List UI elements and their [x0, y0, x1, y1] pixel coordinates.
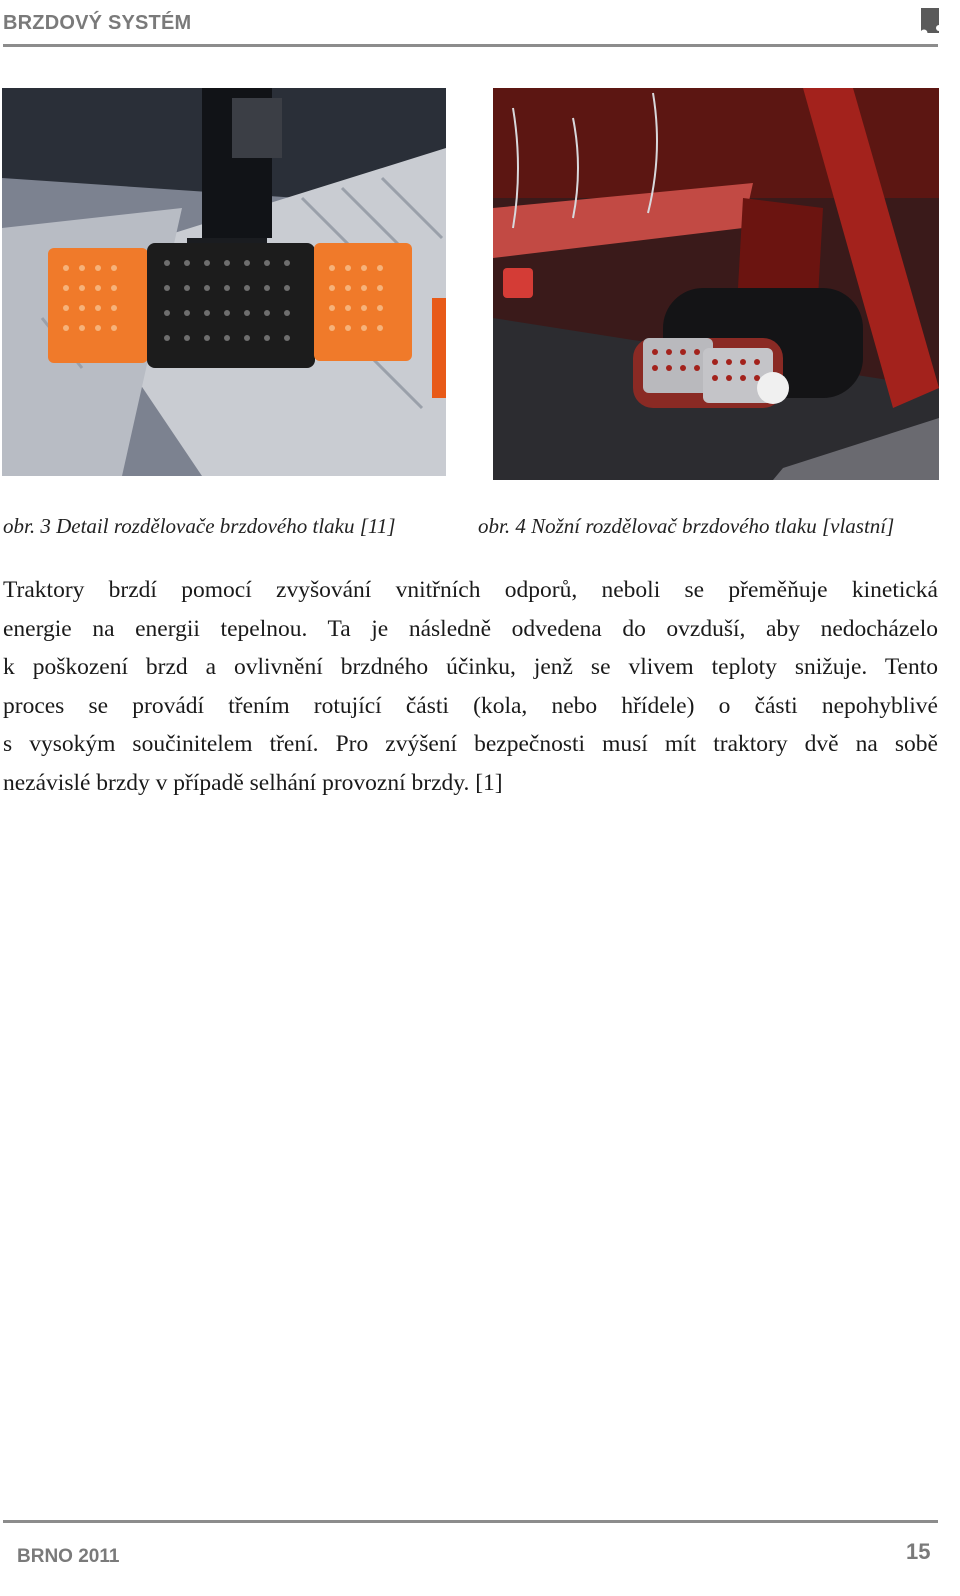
figure-4-foot-brake-valve-photo [493, 88, 939, 480]
footer-place-year: BRNO 2011 [17, 1546, 120, 1567]
paragraph-line: nezávislé brzdy v případě selhání provozní brzdy. [1] [3, 769, 503, 796]
page-number: 15 [906, 1539, 931, 1564]
figure-4-caption: obr. 4 Nožní rozdělovač brzdového tlaku [vlastní] [478, 514, 895, 538]
paragraph-line: energie na energii tepelnou. Ta je následně odvedena do ovzduší, aby nedocházelo [3, 615, 938, 642]
footer-divider [3, 1520, 938, 1523]
paragraph-line: s vysokým součinitelem tření. Pro zvýšení bezpečnosti musí mít traktory dvě na sobě [3, 731, 938, 758]
section-title: BRZDOVÝ SYSTÉM [3, 12, 192, 34]
header-divider [3, 44, 938, 47]
paragraph-line: k poškození brzd a ovlivnění brzdného účinku, jenž se vlivem teploty snižuje. Tento [3, 654, 938, 681]
puzzle-piece-icon [921, 8, 939, 33]
figure-3-caption: obr. 3 Detail rozdělovače brzdového tlaku [11] [3, 514, 396, 538]
paragraph-line: Traktory brzdí pomocí zvyšování vnitřních odporů, neboli se přeměňuje kinetická [3, 577, 938, 603]
paragraph-line: proces se provádí třením rotující části (kola, nebo hřídele) o části nepohyblivé [3, 692, 938, 719]
figure-3-brake-pedals-photo [2, 88, 446, 476]
body-paragraph [3, 571, 938, 803]
